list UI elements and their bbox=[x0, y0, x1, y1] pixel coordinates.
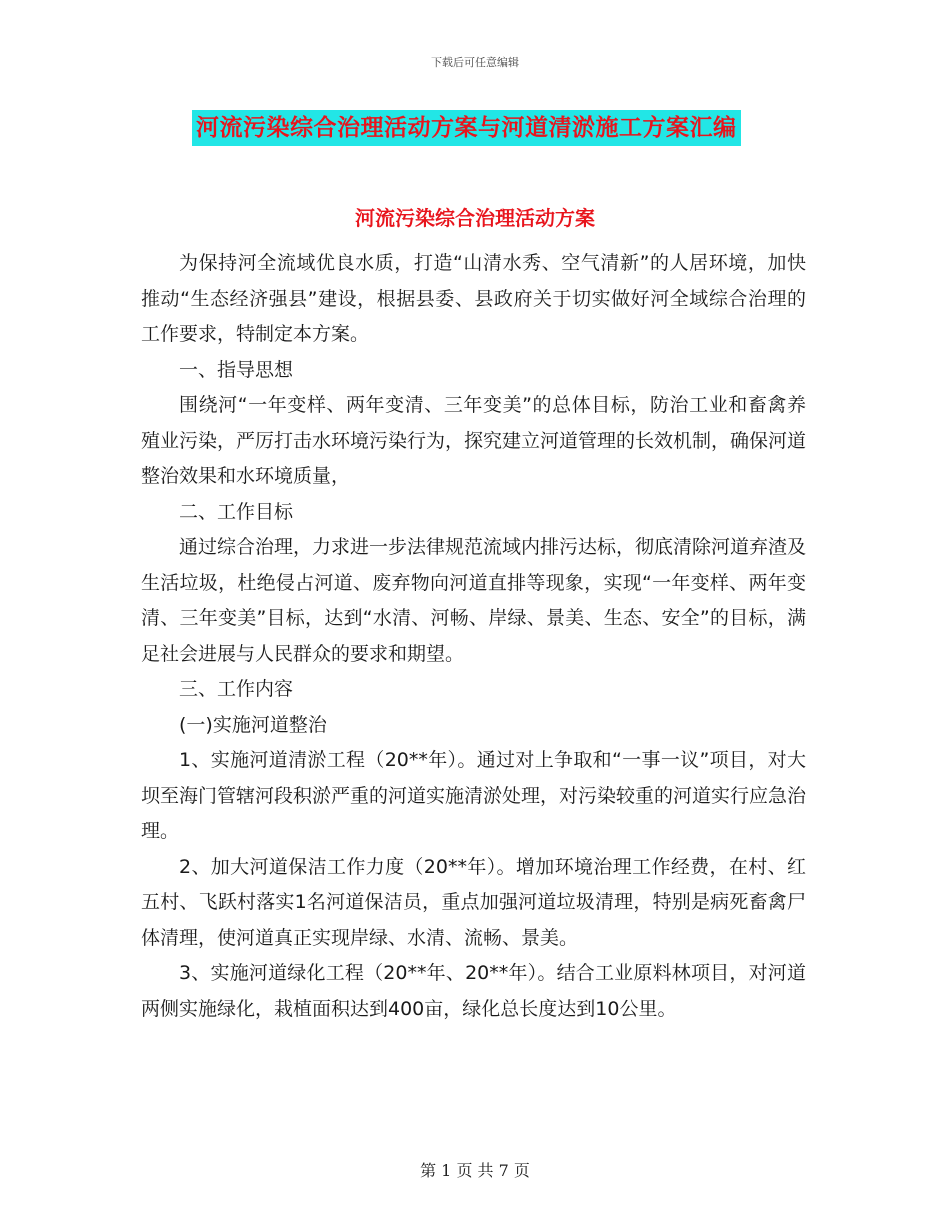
paragraph-intro: 为保持河全流域优良水质，打造“山清水秀、空气清新”的人居环境，加快推动“生态经济强县”建设，根据县委、县政府关于切实做好河全域综合治理的工作要求，特制定本方案。 bbox=[141, 252, 806, 345]
item-greening: 3、实施河道绿化工程（20**年、20**年）。结合工业原料林项目，对河道两侧实施绿化，栽植面积达到400亩，绿化总长度达到10公里。 bbox=[141, 962, 806, 1020]
heading-guiding-thought: 一、指导思想 bbox=[179, 358, 294, 381]
heading-work-goals: 二、工作目标 bbox=[179, 500, 294, 523]
document-title: 河流污染综合治理活动方案与河道清淤施工方案汇编 bbox=[192, 110, 741, 146]
item-cleaning: 2、加大河道保洁工作力度（20**年）。增加环境治理工作经费，在村、红五村、飞跃村落实1名河道保洁员，重点加强河道垃圾清理，特别是病死畜禽尸体清理，使河道真正实现岸绿、水清、流畅、景美。 bbox=[141, 855, 806, 949]
header-note: 下载后可任意编辑 bbox=[431, 56, 519, 69]
section-title: 河流污染综合治理活动方案 bbox=[355, 206, 595, 230]
subheading-river-regulation: (一)实施河道整治 bbox=[179, 713, 327, 736]
item-dredging: 1、实施河道清淤工程（20**年）。通过对上争取和“一事一议”项目，对大坝至海门管辖河段积淤严重的河道实施清淤处理，对污染较重的河道实行应急治理。 bbox=[141, 749, 807, 842]
paragraph-guiding-thought: 围绕河“一年变样、两年变清、三年变美”的总体目标，防治工业和畜禽养殖业污染，严厉打击水环境污染行为，探究建立河道管理的长效机制，确保河道整治效果和水环境质量， bbox=[141, 394, 807, 487]
paragraph-work-goals: 通过综合治理，力求进一步法律规范流域内排污达标，彻底清除河道弃渣及生活垃圾，杜绝侵占河道、废弃物向河道直排等现象，实现“一年变样、两年变清、三年变美”目标，达到“水清、河畅、岸绿、景美、生态、安全”的目标，满足社会进展与人民群众的要求和期望。 bbox=[141, 536, 807, 665]
document-body bbox=[141, 246, 806, 1027]
heading-work-content: 三、工作内容 bbox=[179, 678, 294, 700]
page-footer: 第 1 页 共 7 页 bbox=[420, 1161, 530, 1180]
